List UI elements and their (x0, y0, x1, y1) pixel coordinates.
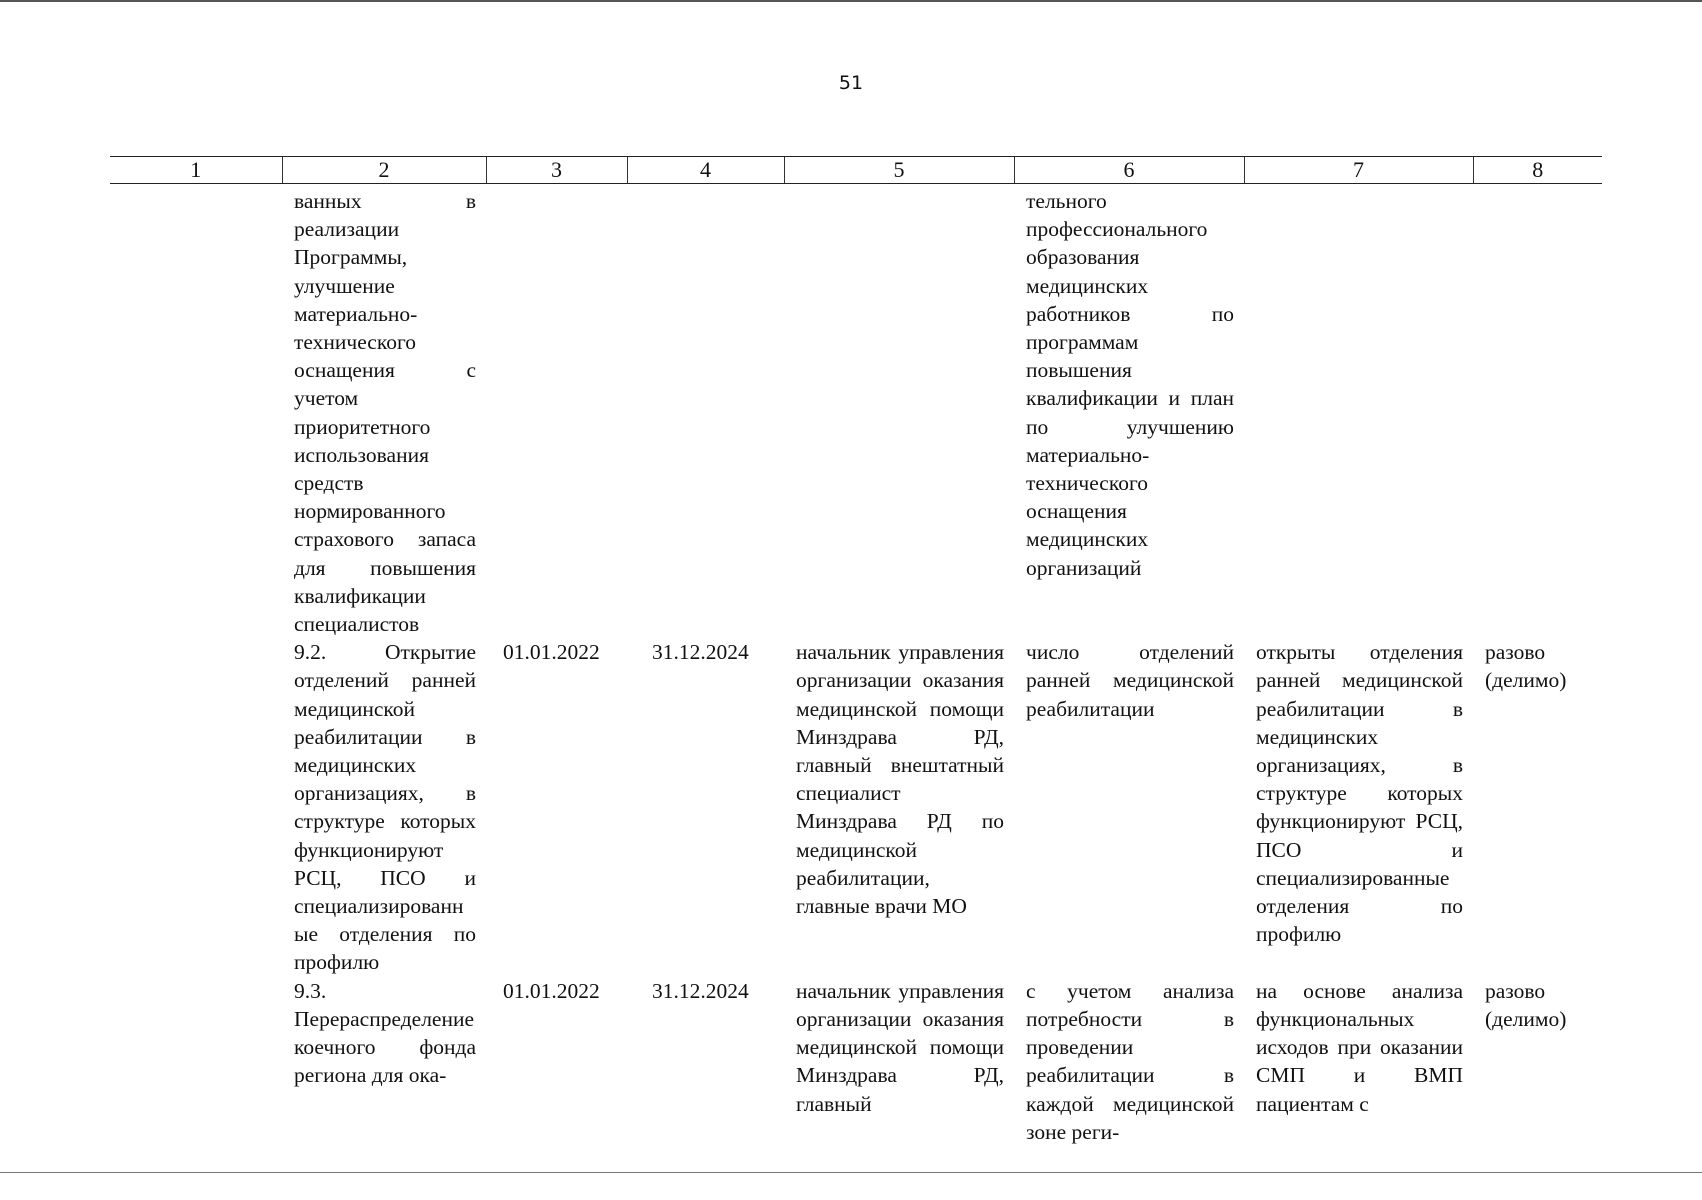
cell-responsible (784, 184, 1014, 639)
cell-end-date: 31.12.2024 (652, 640, 749, 665)
cell-frequency (1473, 184, 1602, 639)
cell-end-date (627, 184, 784, 639)
column-header-6: 6 (1014, 157, 1244, 184)
cell-indicator: с учетом анализа потребности в проведении реабилитации в каждой медицинской зоне реги- (1026, 978, 1234, 1144)
column-header-8: 8 (1473, 157, 1602, 184)
table-row (110, 638, 1602, 976)
cell-measure: 9.3. Перераспределение коечного фонда региона для ока- (294, 978, 476, 1088)
cell-measure: 9.2. Открытие отделений ранней медицинской реабилитации в медицинских организациях, в структуре которых функционируют РСЦ, ПСО и специализированные отделения по профилю (294, 640, 476, 975)
page-bottom-edge (0, 1172, 1702, 1173)
cell-result (1244, 184, 1473, 639)
cell-result: открыты отделения ранней медицинской реабилитации в медицинских организациях, в структуре которых функционируют РСЦ, ПСО и специализированные отделения по профилю (1256, 640, 1463, 947)
column-header-5: 5 (784, 157, 1014, 184)
cell-start-date: 01.01.2022 (503, 978, 600, 1003)
column-header-1: 1 (110, 157, 282, 184)
cell-indicator: тельного профессионального образования медицинских работников по программам повышения квалификации и план по улучшению материально-технического оснащения медицинских организаций (1026, 189, 1234, 580)
table-row (110, 184, 1602, 639)
table-header-row (110, 157, 1602, 184)
cell-number (110, 184, 282, 639)
cell-result: на основе анализа функциональных исходов при оказании СМП и ВМП пациентам с (1256, 978, 1463, 1116)
table-row (110, 977, 1602, 1146)
cell-start-date (486, 184, 627, 639)
cell-responsible: начальник управления организации оказания медицинской помощи Минздрава РД, главный (796, 978, 1004, 1116)
cell-number (110, 638, 282, 976)
cell-number (110, 977, 282, 1146)
cell-frequency: разово (делимо) (1485, 978, 1567, 1031)
cell-indicator: число отделений ранней медицинской реабилитации (1026, 640, 1234, 721)
column-header-3: 3 (486, 157, 627, 184)
cell-start-date: 01.01.2022 (503, 640, 600, 665)
cell-frequency: разово (делимо) (1485, 640, 1567, 693)
cell-measure: ванных в реализации Программы, улучшение материально-технического оснащения с учетом приоритетного использования средств нормированного страхового запаса для повышения квалификации специалистов (294, 189, 476, 637)
page-top-edge (0, 0, 1702, 2)
cell-responsible: начальник управления организации оказания медицинской помощи Минздрава РД, главный внештатный специалист Минздрава РД по медицинской реабилитации, главные врачи МО (796, 640, 1004, 919)
plan-table-container (110, 156, 1602, 1146)
column-header-4: 4 (627, 157, 784, 184)
cell-end-date: 31.12.2024 (652, 978, 749, 1003)
column-header-2: 2 (282, 157, 486, 184)
column-header-7: 7 (1244, 157, 1473, 184)
plan-table (110, 156, 1602, 1146)
page-number: 51 (838, 72, 864, 94)
